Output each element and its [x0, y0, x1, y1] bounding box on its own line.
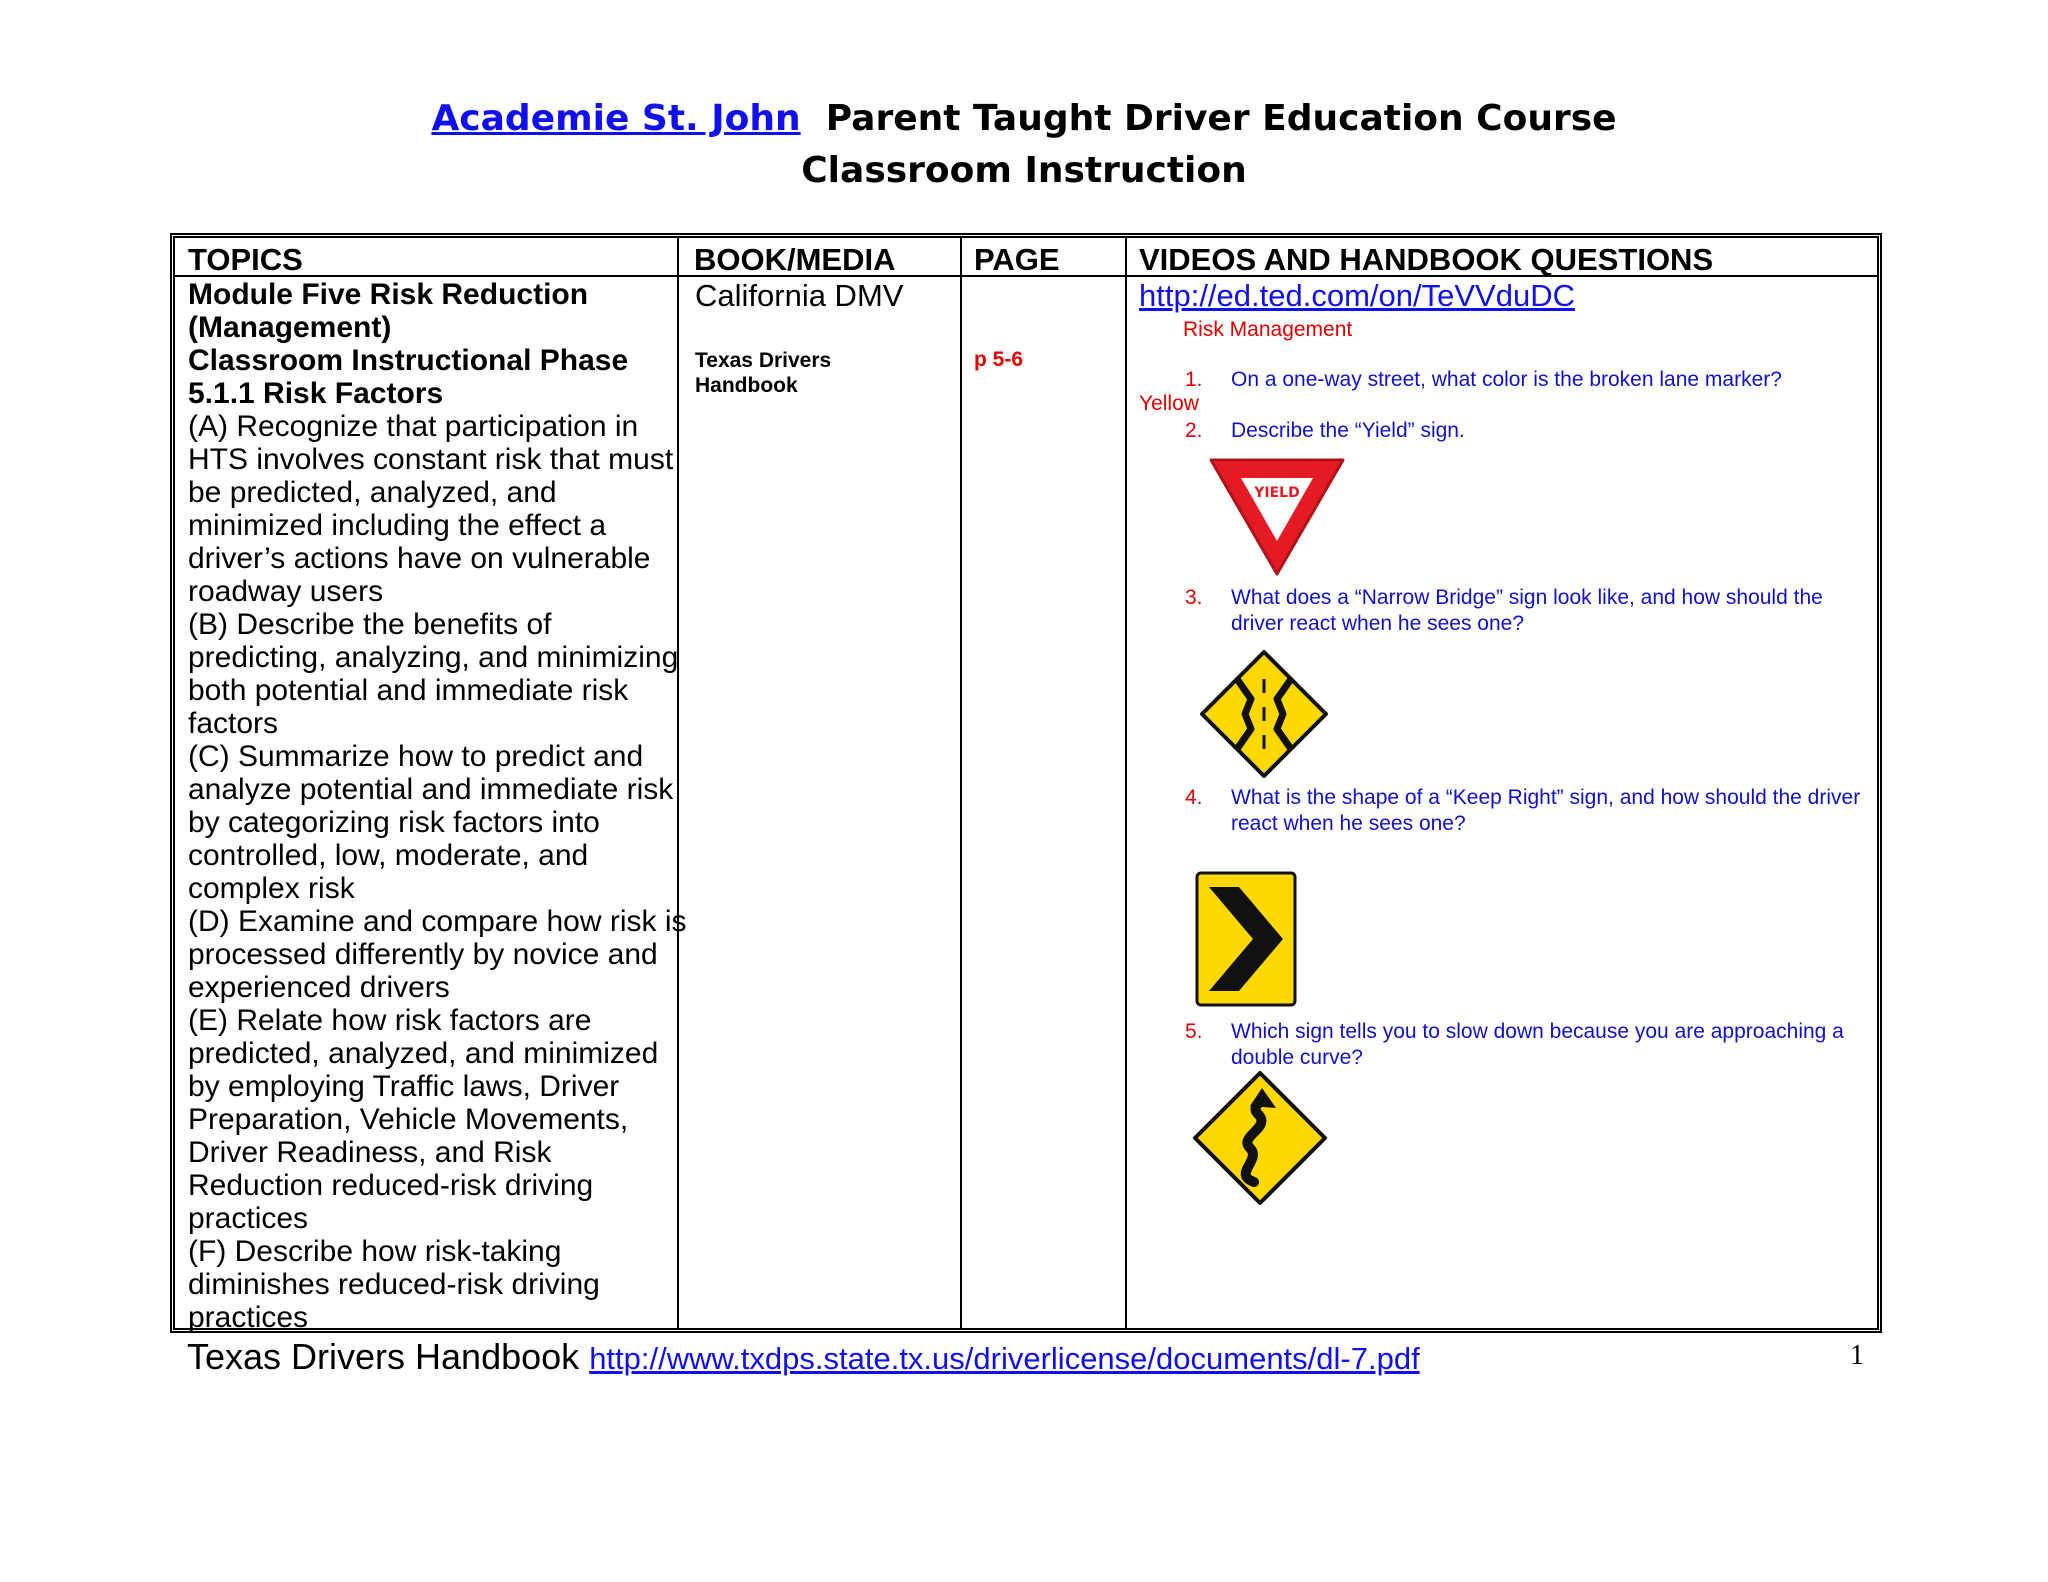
topic-line: roadway users: [188, 575, 384, 608]
question-text: What is the shape of a “Keep Right” sign, and how should the driver react when he sees one?: [1231, 786, 1861, 835]
topic-line: by categorizing risk factors into: [188, 806, 600, 839]
column-header-topics: TOPICS: [188, 242, 303, 277]
topic-line: minimized including the effect a: [188, 509, 607, 542]
question-number: 5.: [1185, 1020, 1203, 1043]
topic-line: analyze potential and immediate risk: [188, 773, 674, 806]
topic-line: predicting, analyzing, and minimizing: [188, 641, 679, 674]
topic-line: factors: [188, 707, 279, 740]
course-title: Parent Taught Driver Education Course: [825, 98, 1617, 139]
winding-road-sign-icon: [1192, 1070, 1328, 1206]
topic-line: by employing Traffic laws, Driver: [188, 1070, 620, 1103]
narrow-bridge-sign-icon: [1199, 649, 1329, 779]
page-number: 1: [1850, 1340, 1864, 1371]
topic-line: (A) Recognize that participation in: [188, 410, 639, 443]
topic-line: experienced drivers: [188, 971, 450, 1004]
question-text: Describe the “Yield” sign.: [1231, 419, 1465, 442]
question-text: What does a “Narrow Bridge” sign look like, and how should the driver react when he sees one?: [1231, 586, 1823, 635]
topics-cell: [188, 278, 687, 1334]
page-reference: p 5-6: [974, 348, 1024, 371]
topic-line: Preparation, Vehicle Movements,: [188, 1103, 629, 1136]
section-title: 5.1.1 Risk Factors: [188, 377, 444, 410]
question-number: 1.: [1185, 368, 1203, 391]
topic-line: driver’s actions have on vulnerable: [188, 542, 651, 575]
handbook-link[interactable]: http://www.txdps.state.tx.us/driverlicense/documents/dl-7.pdf: [589, 1341, 1420, 1376]
answer-text: Yellow: [1139, 392, 1199, 415]
topic-line: complex risk: [188, 872, 355, 905]
column-divider: [1125, 238, 1127, 1328]
ted-video-link[interactable]: http://ed.ted.com/on/TeVVduDC: [1139, 278, 1575, 313]
keep-right-chevron-sign-icon: [1195, 871, 1297, 1007]
topic-line: controlled, low, moderate, and: [188, 839, 589, 872]
question-text: Which sign tells you to slow down because you are approaching a double curve?: [1231, 1020, 1844, 1069]
school-link[interactable]: Academie St. John: [431, 98, 801, 139]
footer-label: Texas Drivers Handbook: [187, 1336, 580, 1377]
topic-line: Reduction reduced-risk driving: [188, 1169, 594, 1202]
video-topic: Risk Management: [1183, 318, 1353, 341]
column-header-videos: VIDEOS AND HANDBOOK QUESTIONS: [1139, 242, 1714, 277]
document-title: [0, 98, 2048, 139]
question-number: 2.: [1185, 419, 1203, 442]
topic-line: (E) Relate how risk factors are: [188, 1004, 592, 1037]
topic-line: diminishes reduced-risk driving: [188, 1268, 600, 1301]
book-media-secondary-text: Texas Drivers Handbook: [695, 349, 832, 397]
instruction-table: [170, 233, 1882, 1333]
column-header-page: PAGE: [974, 242, 1060, 277]
topic-line: Driver Readiness, and Risk: [188, 1136, 552, 1169]
topic-line: (D) Examine and compare how risk is: [188, 905, 687, 938]
topic-line: (C) Summarize how to predict and: [188, 740, 644, 773]
book-media-secondary: [695, 348, 895, 398]
topic-line: (B) Describe the benefits of: [188, 608, 552, 641]
topic-line: processed differently by novice and: [188, 938, 658, 971]
module-title: (Management): [188, 311, 392, 344]
column-header-book-media: BOOK/MEDIA: [694, 242, 896, 277]
yield-sign-text: YIELD: [1254, 485, 1300, 501]
topic-line: be predicted, analyzed, and: [188, 476, 557, 509]
topic-line: HTS involves constant risk that must: [188, 443, 674, 476]
module-title: Module Five Risk Reduction: [188, 278, 589, 311]
book-media-primary: California DMV: [695, 278, 904, 313]
phase-title: Classroom Instructional Phase: [188, 344, 629, 377]
topic-line: practices: [188, 1202, 309, 1235]
yield-sign-icon: [1207, 456, 1347, 578]
topic-line: practices: [188, 1301, 309, 1334]
question-number: 4.: [1185, 786, 1203, 809]
topic-line: predicted, analyzed, and minimized: [188, 1037, 659, 1070]
question-number: 3.: [1185, 586, 1203, 609]
footer: [187, 1336, 1420, 1378]
topic-line: (F) Describe how risk-taking: [188, 1235, 562, 1268]
document-subtitle: Classroom Instruction: [801, 150, 1247, 191]
topic-line: both potential and immediate risk: [188, 674, 629, 707]
column-divider: [960, 238, 962, 1328]
question-text: On a one-way street, what color is the broken lane marker?: [1231, 368, 1782, 391]
